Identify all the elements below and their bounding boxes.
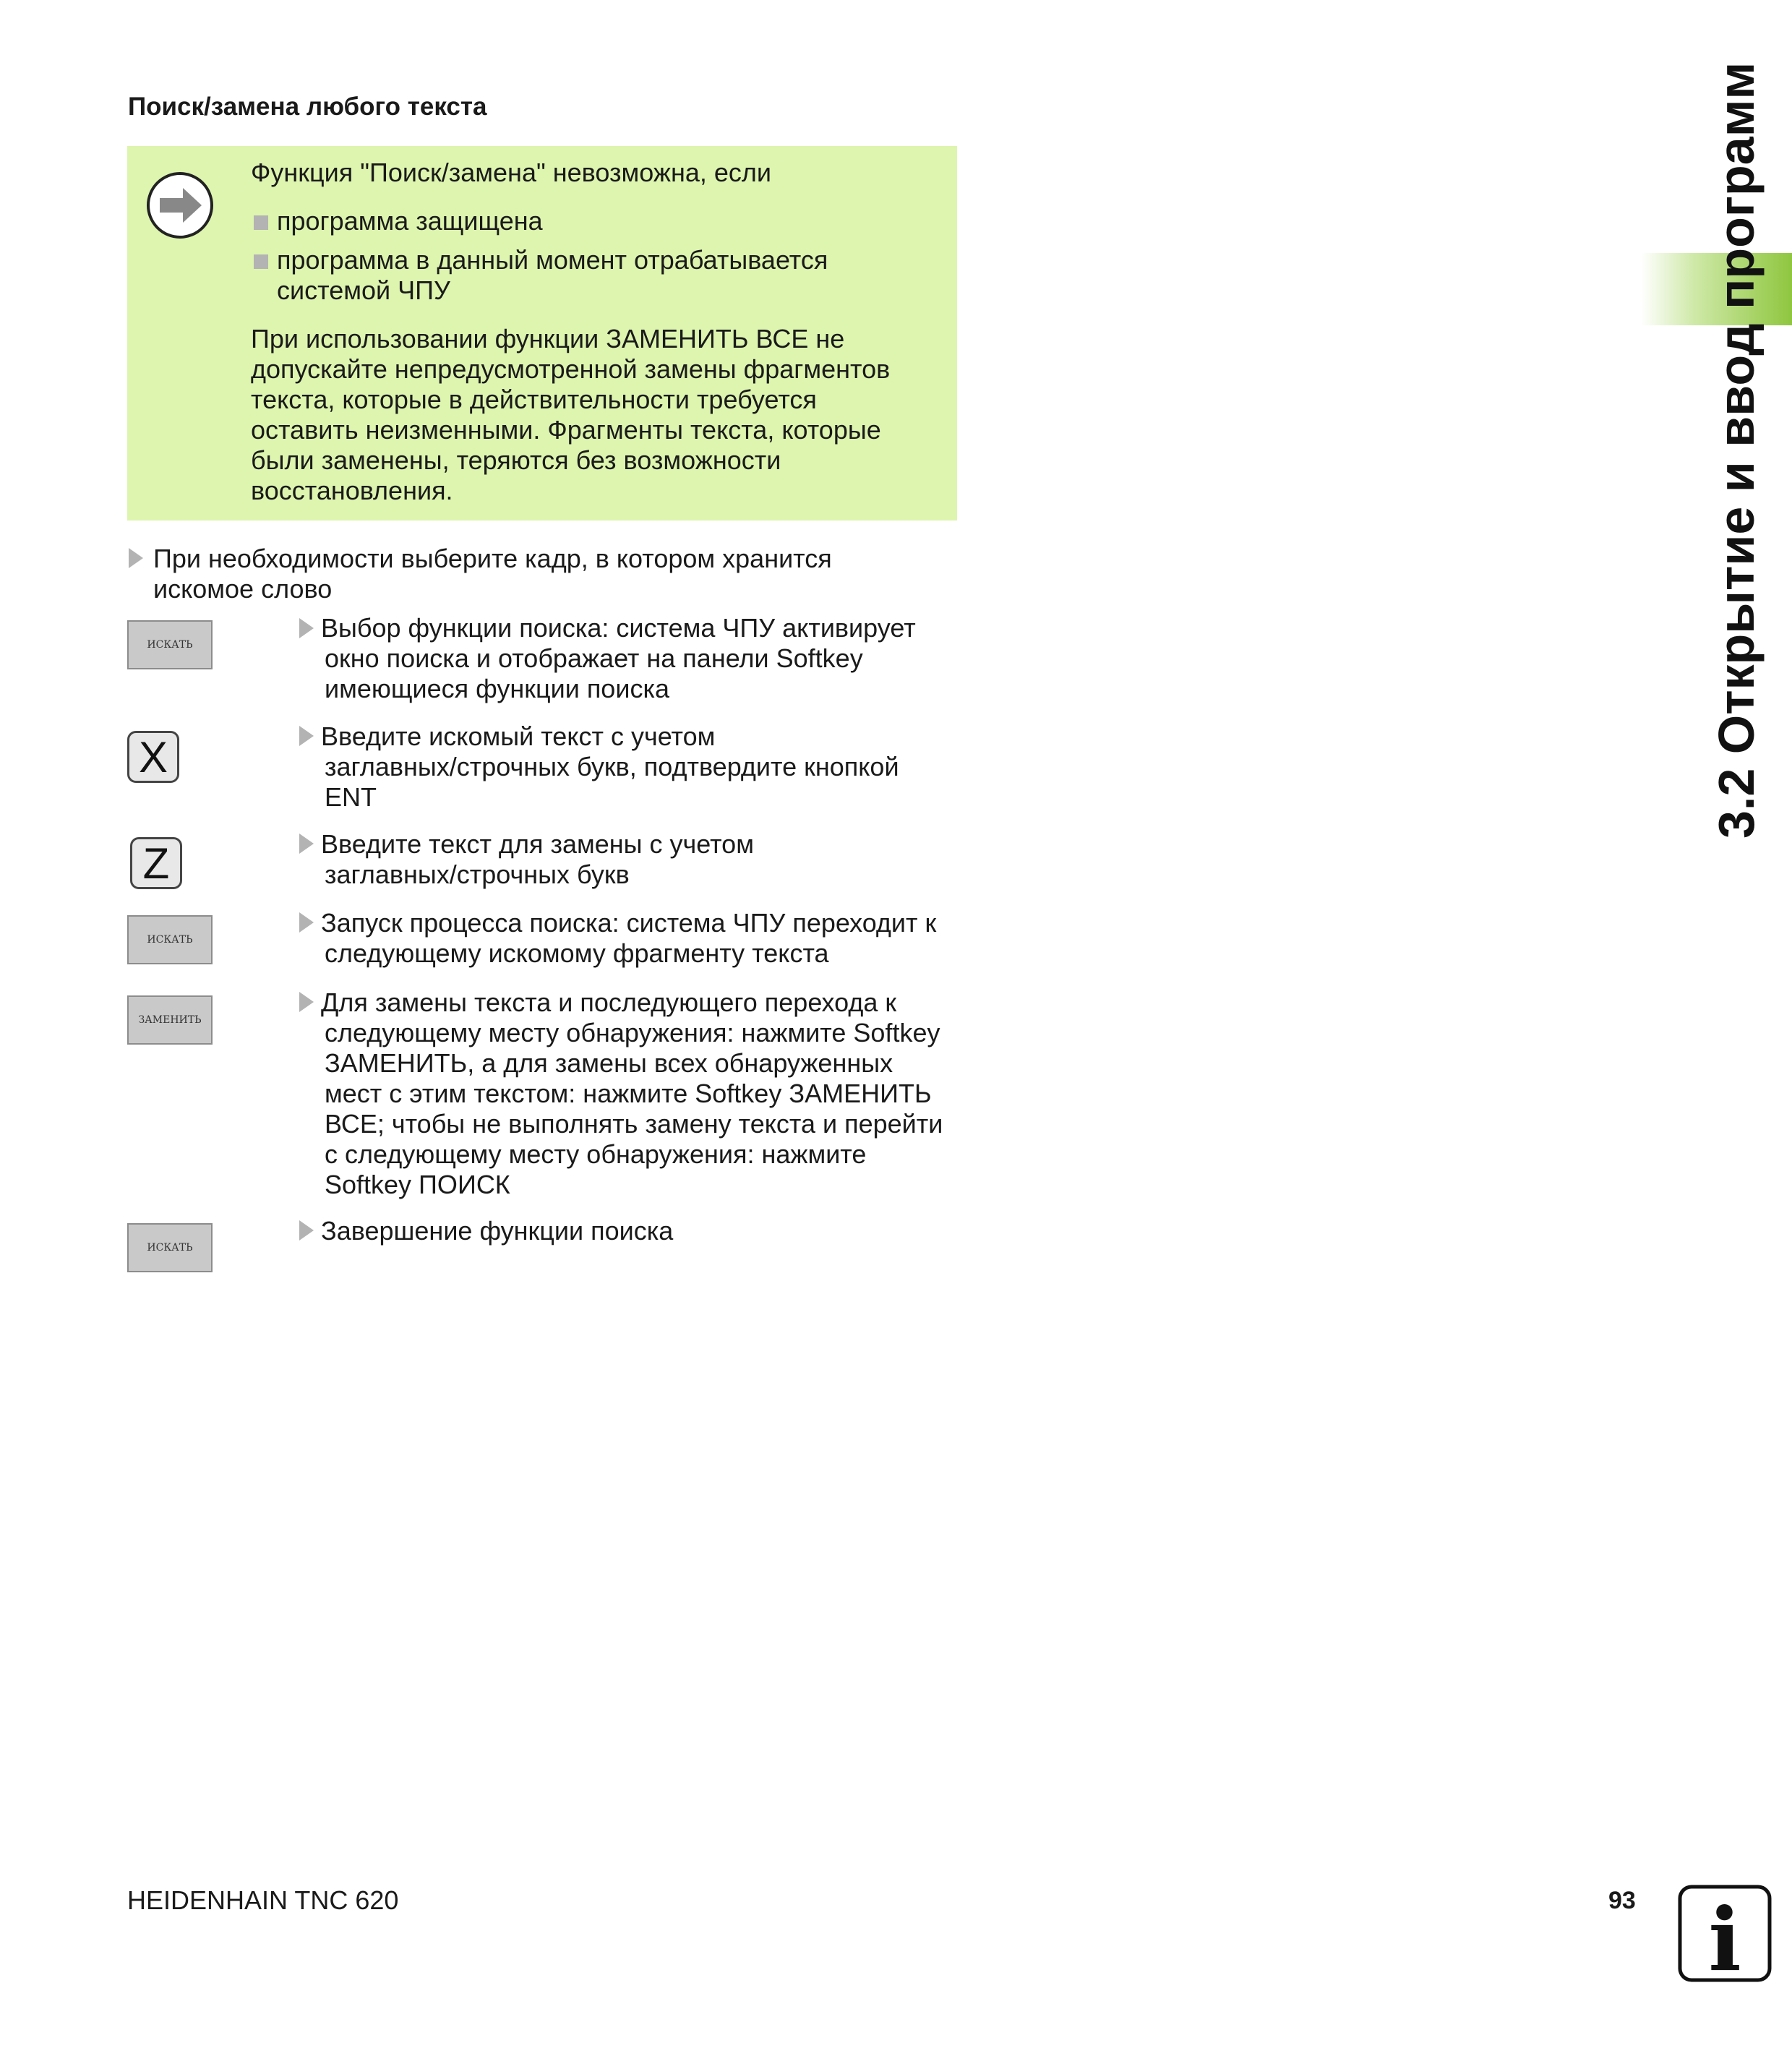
step-arrow-icon [299,726,314,746]
step-text: с следующему месту обнаружения: нажмите [325,1139,867,1169]
step-arrow-icon [299,618,314,638]
step-text: следующему месту обнаружения: нажмите Softkey [325,1018,940,1047]
step-text: ВСЕ; чтобы не выполнять замену текста и перейти [325,1109,943,1139]
chapter-title: 3.2 Открытие и ввод программ [1708,61,1765,839]
step-text: заглавных/строчных букв, подтвердите кнопкой [325,752,899,781]
note-warning-line: восстановления. [251,476,453,505]
note-warning-line: текста, которые в действительности требуется [251,385,817,414]
step-text: Введите текст для замены с учетом [321,829,754,859]
step-text: искомое слово [153,574,333,604]
step-text: Выбор функции поиска: система ЧПУ активирует [321,613,916,643]
note-intro: Функция "Поиск/замена" невозможна, если [251,158,771,187]
bullet-marker [254,254,268,269]
step-text: ENT [325,782,377,812]
note-bullet: программа защищена [277,206,543,236]
step-arrow-icon [129,548,143,568]
step-text: Завершение функции поиска [321,1216,674,1246]
note-warning-line: были заменены, теряются без возможности [251,445,781,475]
step-text: Запуск процесса поиска: система ЧПУ переходит к [321,908,937,938]
note-warning-line: При использовании функции ЗАМЕНИТЬ ВСЕ не [251,324,845,354]
step-arrow-icon [299,992,314,1012]
section-heading: Поиск/замена любого текста [128,93,487,121]
step-text: Softkey ПОИСК [325,1170,510,1199]
info-icon [1678,1885,1772,1982]
note-bullet: программа в данный момент отрабатывается [277,245,828,275]
footer-product: HEIDENHAIN TNC 620 [127,1885,399,1915]
arrow-right-icon [145,171,215,240]
step-text: заглавных/строчных букв [325,860,630,889]
softkey-search[interactable]: ИСКАТЬ [127,1223,213,1272]
key-z[interactable]: Z [130,837,182,889]
step-text: Для замены текста и последующего перехода к [321,987,897,1017]
step-text: мест с этим текстом: нажмите Softkey ЗАМЕНИТЬ [325,1079,932,1108]
note-warning-line: допускайте непредусмотренной замены фрагментов [251,354,891,384]
step-text: имеющиеся функции поиска [325,674,669,703]
softkey-search[interactable]: ИСКАТЬ [127,620,213,669]
page-number: 93 [1608,1887,1636,1914]
note-bullet-continuation: системой ЧПУ [277,275,450,305]
softkey-replace[interactable]: ЗАМЕНИТЬ [127,995,213,1045]
step-text: Введите искомый текст с учетом [321,721,716,751]
step-text: окно поиска и отображает на панели Softkey [325,643,863,673]
step-text: При необходимости выберите кадр, в котором хранится [153,544,832,573]
step-arrow-icon [299,912,314,933]
key-x[interactable]: X [127,731,179,783]
step-arrow-icon [299,834,314,854]
step-arrow-icon [299,1220,314,1241]
note-warning-line: оставить неизменными. Фрагменты текста, которые [251,415,881,445]
step-text: следующему искомому фрагменту текста [325,938,829,968]
step-text: ЗАМЕНИТЬ, а для замены всех обнаруженных [325,1048,893,1078]
softkey-search[interactable]: ИСКАТЬ [127,915,213,964]
bullet-marker [254,215,268,230]
info-glyph: i [1708,1889,1741,1982]
